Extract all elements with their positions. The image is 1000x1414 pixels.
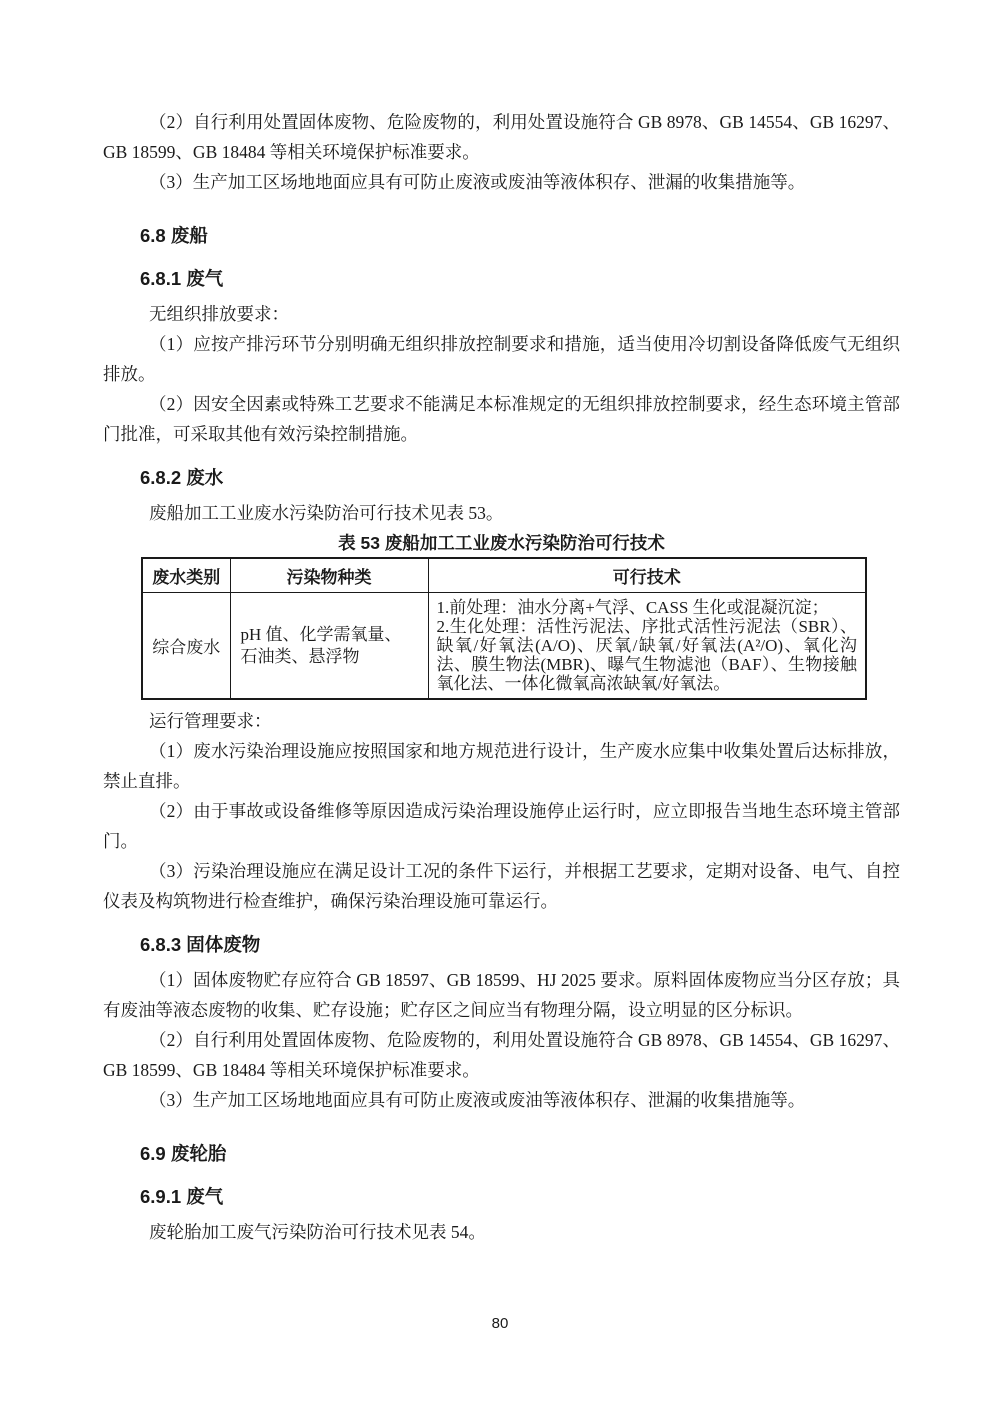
table-cell-pollutants: pH 值、化学需氧量、石油类、悬浮物	[230, 593, 428, 700]
table-53-caption: 表 53 废船加工工业废水污染防治可行技术	[338, 533, 665, 553]
paragraph-item-3-ground: （3）生产加工区场地地面应具有可防止废液或废油等液体积存、泄漏的收集措施等。	[149, 172, 806, 192]
subsection-heading-6-8-1-waste-gas: 6.8.1 废气	[140, 268, 224, 289]
subsection-heading-6-9-1-waste-gas: 6.9.1 废气	[140, 1186, 224, 1207]
table-header-pollutant-type: 污染物种类	[230, 558, 428, 593]
section-heading-6-8-scrap-ships: 6.8 废船	[140, 225, 208, 246]
paragraph-fugitive-emission-1: （1）应按产排污环节分别明确无组织排放控制要求和措施，适当使用冷切割设备降低废气无组织排放。	[103, 334, 900, 384]
paragraph-table-54-intro: 废轮胎加工废气污染防治可行技术见表 54。	[149, 1222, 486, 1242]
paragraph-fugitive-emission-2: （2）因安全因素或特殊工艺要求不能满足本标准规定的无组织排放控制要求，经生态环境主管部门批准，可采取其他有效污染控制措施。	[103, 394, 900, 444]
paragraph-solid-waste-2: （2）自行利用处置固体废物、危险废物的，利用处置设施符合 GB 8978、GB 14554、GB 16297、GB 18599、GB 18484 等相关环境保护标准要求。	[103, 1030, 900, 1080]
tech-pretreatment-line: 1.前处理：油水分离+气浮、CASS 生化或混凝沉淀；	[436, 598, 829, 617]
table-header-row	[142, 558, 866, 593]
subsection-heading-6-8-3-solid-waste: 6.8.3 固体废物	[140, 934, 261, 955]
paragraph-operation-mgmt-3: （3）污染治理设施应在满足设计工况的条件下运行，并根据工艺要求，定期对设备、电气、自控仪表及构筑物进行检查维护，确保污染治理设施可靠运行。	[103, 861, 900, 911]
paragraph-solid-waste-3: （3）生产加工区场地地面应具有可防止废液或废油等液体积存、泄漏的收集措施等。	[149, 1090, 806, 1110]
paragraph-fugitive-emission-lead: 无组织排放要求：	[149, 304, 289, 324]
table-header-feasible-technology: 可行技术	[428, 558, 866, 593]
table-cell-category: 综合废水	[142, 593, 230, 700]
table-row-combined-wastewater	[142, 593, 866, 700]
section-heading-6-9-scrap-tires: 6.9 废轮胎	[140, 1143, 227, 1164]
document-content	[103, 107, 900, 1247]
paragraph-operation-mgmt-1: （1）废水污染治理设施应按照国家和地方规范进行设计，生产废水应集中收集处置后达标排放，禁止直排。	[103, 741, 900, 791]
paragraph-operation-mgmt-2: （2）由于事故或设备维修等原因造成污染治理设施停止运行时，应立即报告当地生态环境主管部门。	[103, 801, 900, 851]
paragraph-solid-waste-1: （1）固体废物贮存应符合 GB 18597、GB 18599、HJ 2025 要求。原料固体废物应当分区存放；具有废油等液态废物的收集、贮存设施；贮存区之间应当有物理分隔，设立明显的区分标识。	[103, 970, 900, 1020]
subsection-heading-6-8-2-wastewater: 6.8.2 废水	[140, 467, 224, 488]
table-header-wastewater-category: 废水类别	[142, 558, 230, 593]
table-53-wastewater-techniques	[141, 557, 867, 700]
tech-biochemical-line: 2.生化处理：活性污泥法、序批式活性污泥法（SBR）、缺氧/好氧法(A/O)、厌氧/缺氧/好氧法(A²/O)、氧化沟法、膜生物法(MBR)、曝气生物滤池（BAF）、生物接触氧化法、一体化微氧高浓缺氧/好氧法。	[436, 617, 857, 693]
page-number: 80	[491, 1315, 509, 1332]
paragraph-item-2-disposal: （2）自行利用处置固体废物、危险废物的，利用处置设施符合 GB 8978、GB 14554、GB 16297、GB 18599、GB 18484 等相关环境保护标准要求。	[103, 112, 900, 162]
paragraph-table-53-intro: 废船加工工业废水污染防治可行技术见表 53。	[149, 503, 504, 523]
table-cell-feasible-technology	[428, 593, 866, 700]
paragraph-operation-mgmt-lead: 运行管理要求：	[149, 711, 272, 731]
